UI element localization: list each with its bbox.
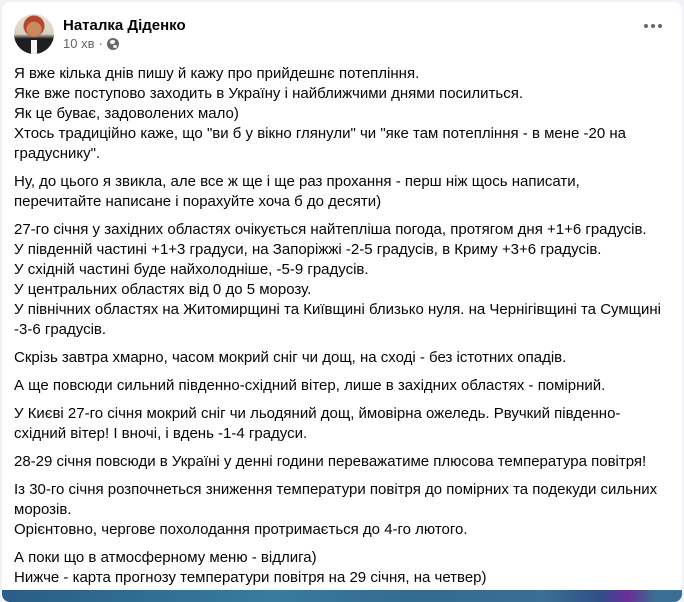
post-paragraph [14, 348, 670, 368]
post-text-line: Ну, до цього я звикла, але все ж ще і ще раз прохання - перш ніж щось написати, перечитайте написане і порахуйте хоча б до десяти) [14, 173, 580, 210]
post-text-line: У південній частині +1+3 градуси, на Запоріжжі -2-5 градусів, в Криму +3+6 градусів. [14, 241, 602, 258]
post-meta [63, 16, 186, 52]
post-text-line: У Києві 27-го січня мокрий сніг чи льодяний дощ, ймовірна ожеледь. Рвучкий південно-східний вітер! І вночі, і вдень -1-4 градуси. [14, 405, 621, 442]
post-paragraph [14, 404, 670, 444]
post-paragraph [14, 480, 670, 540]
post-text-line: У східній частині буде найхолодніше, -5-9 градусів. [14, 261, 369, 278]
post-header [14, 14, 186, 54]
post-text-line: Хтось традиційно каже, що "ви б у вікно глянули" чи "яке там потепління - в мене -20 на градуснику". [14, 125, 626, 162]
post-timestamp[interactable]: 10 хв [63, 36, 95, 51]
post-text-line: Як це буває, задоволених мало) [14, 105, 239, 122]
post-text-line: Нижче - карта прогнозу температури повітря на 29 січня, на четвер) [14, 569, 487, 586]
post-paragraph [14, 220, 670, 340]
post-text-line: Скрізь завтра хмарно, часом мокрий сніг чи дощ, на сході - без істотних опадів. [14, 349, 567, 366]
post-paragraph [14, 172, 670, 212]
post-text-line: А поки що в атмосферному меню - відлига) [14, 549, 317, 566]
globe-icon[interactable] [107, 38, 119, 50]
forecast-map-image[interactable] [2, 590, 682, 602]
post-paragraph [14, 452, 670, 472]
more-horizontal-icon [658, 24, 662, 28]
post-paragraph [14, 64, 670, 164]
more-options-button[interactable] [644, 24, 662, 28]
post-text-line: Орієнтовно, чергове похолодання протримається до 4-го лютого. [14, 521, 468, 538]
post-text-line: Я вже кілька днів пишу й кажу про прийдешнє потепління. [14, 65, 420, 82]
post-text-line: Із 30-го січня розпочнеться зниження температури повітря до помірних та подекуди сильних морозів. [14, 481, 658, 518]
more-horizontal-icon [644, 24, 648, 28]
post-text-line: А ще повсюди сильний південно-східний вітер, лише в західних областях - помірний. [14, 377, 606, 394]
post-paragraph [14, 548, 670, 588]
separator-dot: · [98, 36, 103, 51]
post-body [14, 64, 670, 596]
post-subline [63, 36, 186, 52]
post-text-line: У центральних областях від 0 до 5 морозу. [14, 281, 312, 298]
more-horizontal-icon [651, 24, 655, 28]
post-text-line: 27-го січня у західних областях очікується найтепліша погода, протягом дня +1+6 градусів. [14, 221, 647, 238]
post-text-line: У північних областях на Житомирщині та Київщині близько нуля. на Чернігівщині та Сумщині -3-6 градусів. [14, 301, 662, 338]
post-text-line: Яке вже поступово заходить в Україну і найближчими днями посилиться. [14, 85, 524, 102]
post-text-line: 28-29 січня повсюди в Україні у денні години переважатиме плюсова температура повітря! [14, 453, 647, 470]
avatar[interactable] [14, 14, 54, 54]
post-card [2, 2, 682, 602]
author-name[interactable]: Наталка Діденко [63, 17, 186, 34]
post-paragraph [14, 376, 670, 396]
